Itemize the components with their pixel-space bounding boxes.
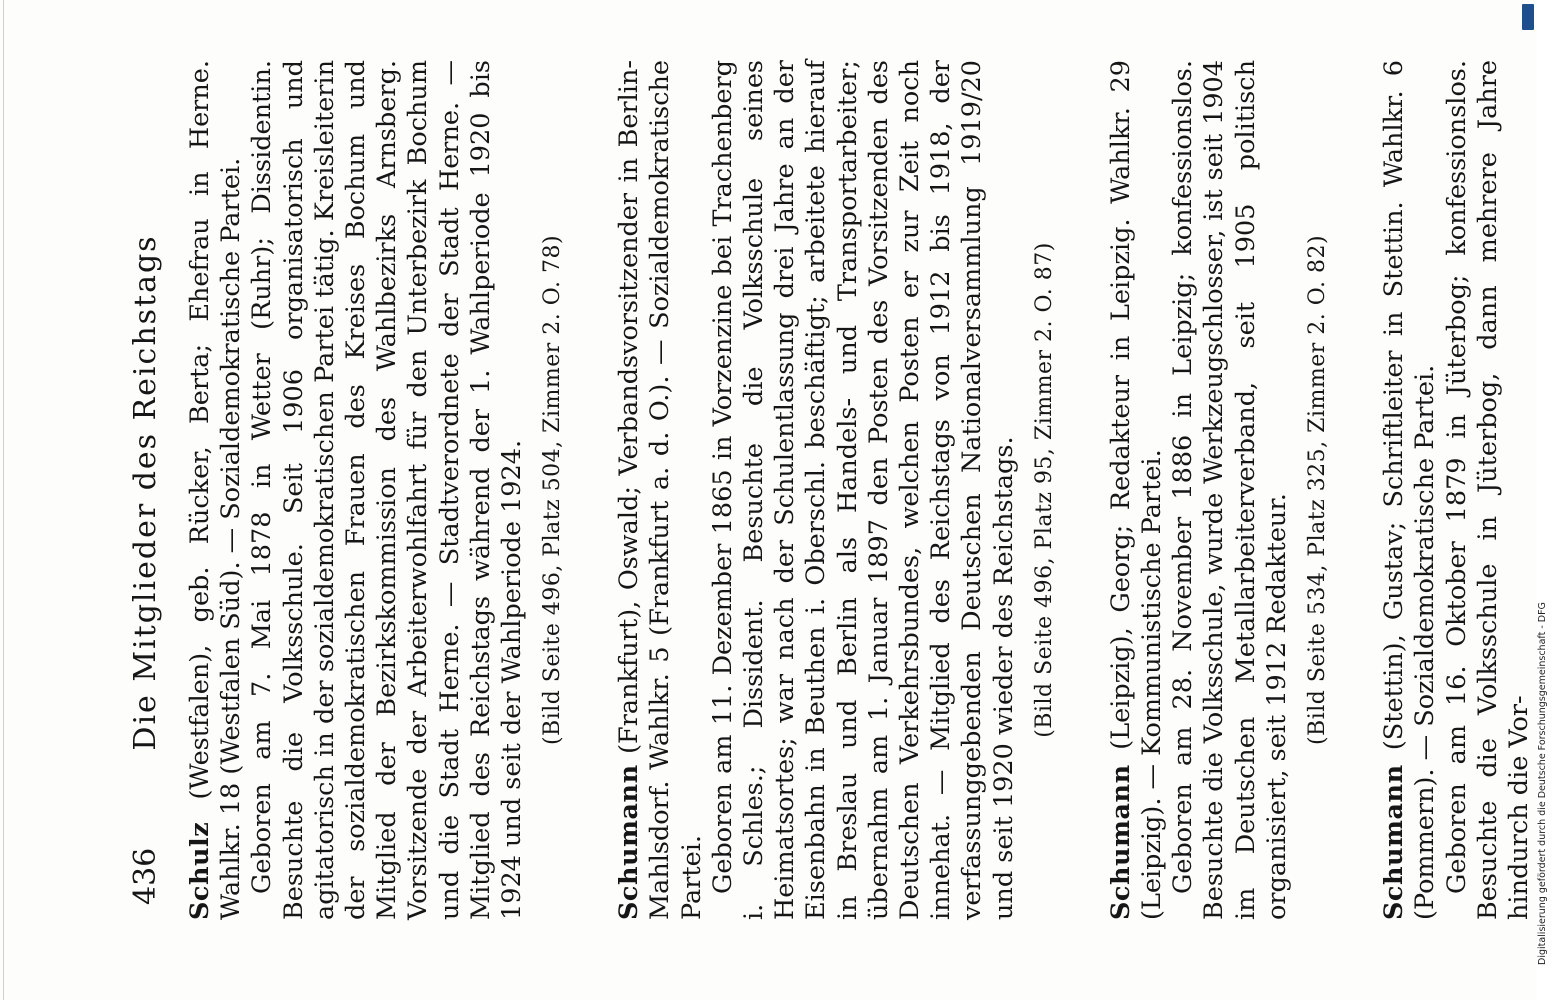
entry-spacer	[566, 60, 614, 920]
image-reference: (Bild Seite 534, Platz 325, Zimmer 2. O. 82)	[1305, 234, 1331, 746]
member-details: (Stettin), Gustav; Schriftleiter in Stettin. Wahlkr. 6 (Pommern). — Sozialdemokratische Partei.	[1379, 60, 1441, 920]
binding-edge	[3, 0, 4, 1000]
member-surname: Schulz	[185, 821, 215, 920]
member-details: (Leipzig), Georg; Redakteur in Leipzig. Wahlkr. 29 (Leipzig). — Kommunistische Partei.	[1105, 60, 1168, 920]
entry-header	[1106, 60, 1168, 920]
member-details: (Frankfurt), Oswald; Verbandsvorsitzender in Berlin-Mahlsdorf. Wahlkr. 5 (Frankfurt a. d. O.). — Sozialdemokratische Partei.	[614, 60, 707, 920]
entry-header	[614, 60, 708, 920]
biography-text: Geboren am 16. Oktober 1879 in Jüterbog; konfessionslos. Besuchte die Volksschule in Jüterbog, dann mehrere Jahre hindurch die Vor-	[1441, 60, 1534, 920]
member-surname: Schumann	[614, 764, 645, 920]
member-surname: Schumann	[1105, 764, 1136, 920]
dfg-credit-strip	[1519, 0, 1548, 1000]
member-entry	[1106, 60, 1331, 920]
biography-text: Geboren am 28. November 1886 in Leipzig; konfessionslos. Besuchte die Volksschule, wurde Werkzeugschlosser, ist seit 1904 im Deutschen Metallarbeiterverband, seit 1905 politisch organisiert, seit 1912 Redakteur.	[1168, 60, 1292, 920]
entry-spacer	[1058, 60, 1106, 920]
printed-page	[20, 0, 1534, 1000]
member-details: (Westfalen), geb. Rücker, Berta; Ehefrau in Herne. Wahlkr. 18 (Westfalen Süd). — Sozialdemokratische Partei.	[185, 60, 247, 920]
image-reference: (Bild Seite 496, Platz 95, Zimmer 2. O. 87)	[1031, 242, 1057, 738]
biography-text: Geboren am 7. Mai 1878 in Wetter (Ruhr); Dissidentin. Besuchte die Volksschule. Seit 1906 organisatorisch und agitatorisch in der sozialdemokratischen Partei tätig. Kreisleiterin der sozialdemokratischen Frauen des Kreises Bochum und Mitglied der Bezirkskommission des Wahlbezirks Arnsberg. Vorsitzende der Arbeiterwohlfahrt für den Unterbezirk Bochum und die Stadt Herne. — Stadtverordnete der Stadt Herne. — Mitglied des Reichstags während der 1. Wahlperiode 1920 bis 1924 und seit der Wahlperiode 1924.	[247, 60, 528, 920]
dfg-credit-text: Digitalisierung gefördert durch die Deutsche Forschungsgemeinschaft - DFG	[1537, 602, 1548, 965]
member-entry	[1379, 60, 1535, 920]
page-body	[185, 60, 1535, 920]
dfg-logo-icon	[1522, 4, 1534, 30]
entry-spacer	[1331, 60, 1379, 920]
member-entry	[614, 60, 1058, 920]
image-reference: (Bild Seite 496, Platz 504, Zimmer 2. O. 78)	[540, 234, 566, 746]
page-number: 436	[128, 847, 163, 905]
entry-header	[185, 60, 247, 920]
running-head-title: Die Mitglieder des Reichstags	[128, 234, 163, 751]
entry-header	[1379, 60, 1441, 920]
biography-text: Geboren am 11. Dezember 1865 in Vorzenzine bei Trachenberg i. Schles.; Dissident. Besuchte die Volksschule seines Heimatsortes; war nach der Schulentlassung drei Jahre an der Eisenbahn in Beuthen i. Oberschl. beschäftigt; arbeitete hierauf in Breslau und Berlin als Handels- und Transportarbeiter; übernahm am 1. Januar 1897 den Posten des Vorsitzenden des Deutschen Verkehrsbundes, welchen Posten er zur Zeit noch innehat. — Mitglied des Reichstags von 1912 bis 1918, der verfassunggebenden Deutschen Nationalversammlung 1919/20 und seit 1920 wieder des Reichstags.	[707, 60, 1019, 920]
member-entry	[185, 60, 566, 920]
member-surname: Schumann	[1379, 764, 1410, 920]
running-head	[128, 80, 164, 905]
